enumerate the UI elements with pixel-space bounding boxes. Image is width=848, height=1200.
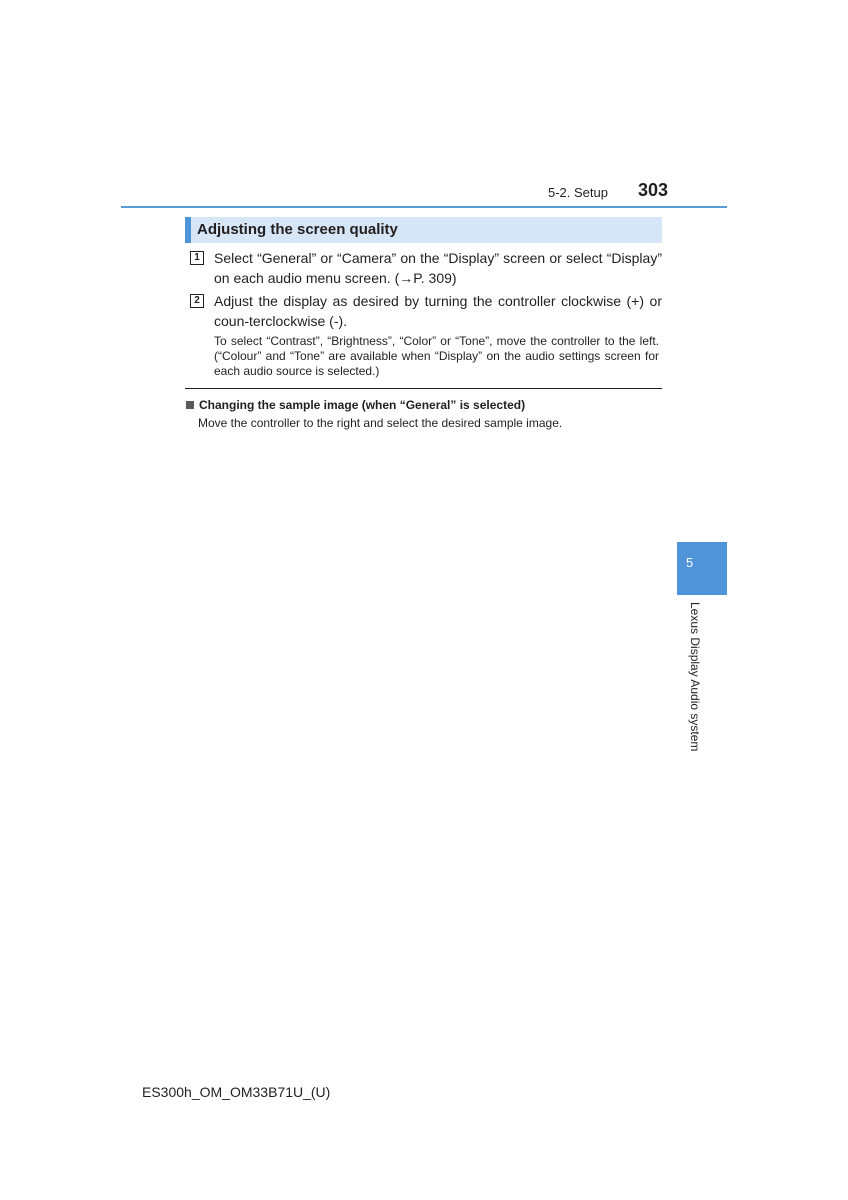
step-text-2: Adjust the display as desired by turning the controller clockwise (+) or coun-terclockwise (-).: [214, 293, 662, 329]
section-title: Adjusting the screen quality: [197, 221, 398, 238]
section-divider: [185, 388, 662, 389]
step-note: To select “Contrast”, “Brightness”, “Color” or “Tone”, move the controller to the left. (“Colour” and “Tone” are available when “Display” on the audio settings screen for each audio source is selected.): [214, 334, 659, 378]
page-number: 303: [638, 180, 669, 200]
title-accent: [185, 217, 191, 243]
section-label: 5-2. Setup: [548, 185, 608, 200]
subsection-body: Move the controller to the right and select the desired sample image.: [198, 416, 563, 430]
chapter-tab: [677, 542, 727, 595]
chapter-label: Lexus Display Audio system: [688, 602, 702, 752]
chapter-number: 5: [686, 555, 694, 570]
step-1: [190, 248, 662, 290]
header-divider: [121, 206, 727, 208]
step-text-1: Select “General” or “Camera” on the “Display” screen or select “Display” on each audio menu screen. (→P. 309): [214, 250, 662, 286]
step-2: [190, 291, 662, 333]
step-number-1: 1: [190, 251, 204, 265]
subsection-heading: [186, 398, 525, 412]
square-bullet-icon: [186, 401, 194, 409]
subsection-heading-text: Changing the sample image (when “General” is selected): [199, 398, 526, 412]
step-number-2: 2: [190, 294, 204, 308]
footer-code: ES300h_OM_OM33B71U_(U): [142, 1084, 331, 1100]
section-title-bar: [185, 217, 662, 243]
